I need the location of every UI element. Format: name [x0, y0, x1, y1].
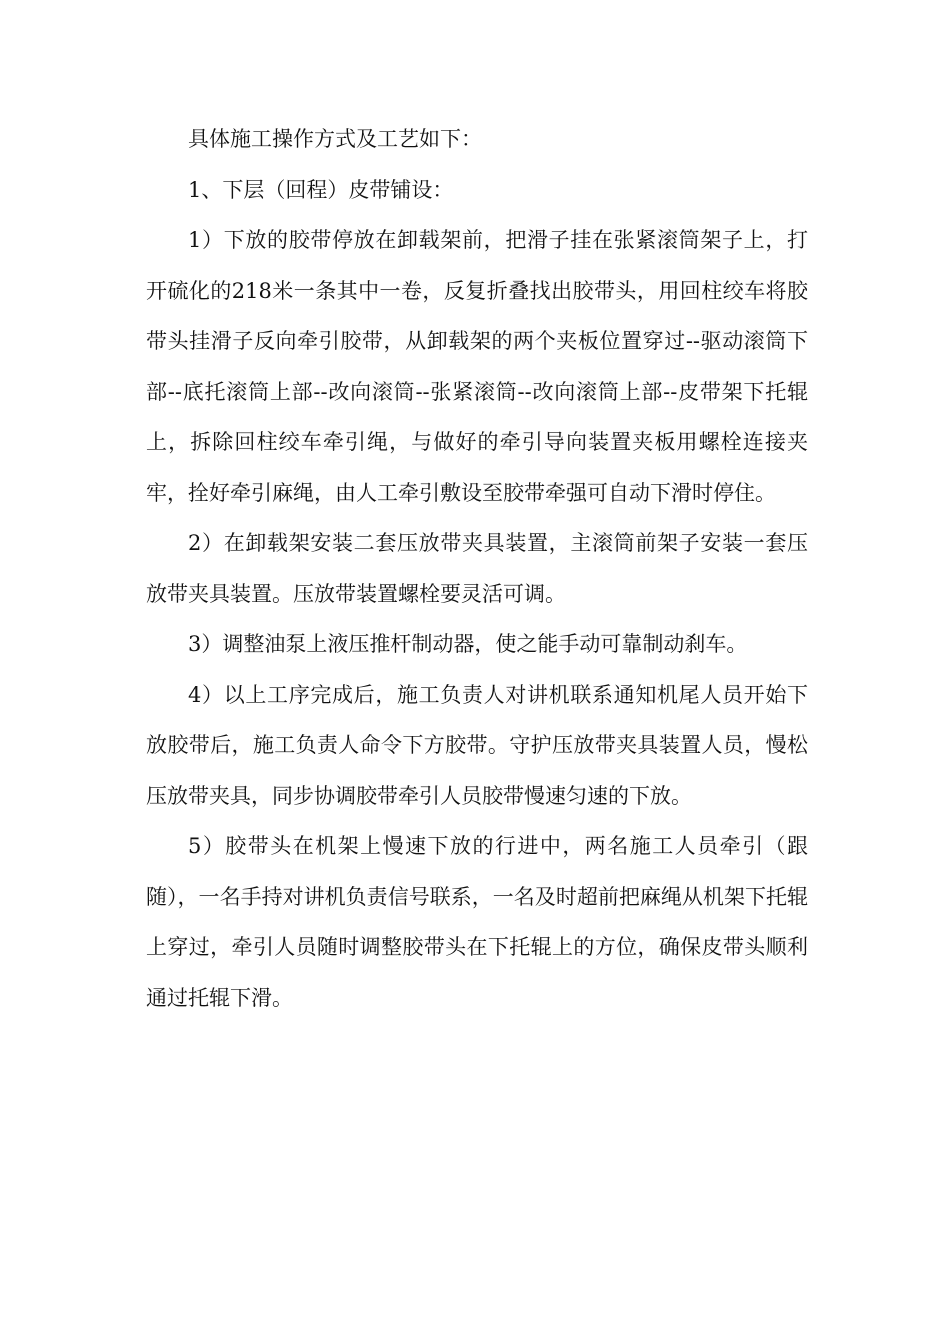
document-body: [146, 114, 808, 1023]
step-2-paragraph: 2）在卸载架安装二套压放带夹具装置，主滚筒前架子安装一套压放带夹具装置。压放带装置螺栓要灵活可调。: [146, 531, 808, 606]
step-1-paragraph: 1）下放的胶带停放在卸载架前，把滑子挂在张紧滚筒架子上，打开硫化的218米一条其中一卷，反复折叠找出胶带头，用回柱绞车将胶带头挂滑子反向牵引胶带，从卸载架的两个夹板位置穿过--驱动滚筒下部--底托滚筒上部--改向滚筒--张紧滚筒--改向滚筒上部--皮带架下托辊上，拆除回柱绞车牵引绳，与做好的牵引导向装置夹板用螺栓连接夹牢，拴好牵引麻绳，由人工牵引敷设至胶带牵强可自动下滑时停住。: [146, 228, 808, 505]
step-5-paragraph: 5）胶带头在机架上慢速下放的行进中，两名施工人员牵引（跟随），一名手持对讲机负责信号联系，一名及时超前把麻绳从机架下托辊上穿过，牵引人员随时调整胶带头在下托辊上的方位，确保皮带头顺利通过托辊下滑。: [146, 834, 808, 1010]
section-heading: 1、下层（回程）皮带铺设：: [188, 177, 454, 202]
intro-line: 具体施工操作方式及工艺如下：: [188, 127, 482, 151]
step-4-paragraph: 4）以上工序完成后，施工负责人对讲机联系通知机尾人员开始下放胶带后，施工负责人命令下方胶带。守护压放带夹具装置人员，慢松压放带夹具，同步协调胶带牵引人员胶带慢速匀速的下放。: [146, 682, 808, 808]
step-3-paragraph: 3）调整油泵上液压推杆制动器，使之能手动可靠制动刹车。: [188, 632, 748, 656]
